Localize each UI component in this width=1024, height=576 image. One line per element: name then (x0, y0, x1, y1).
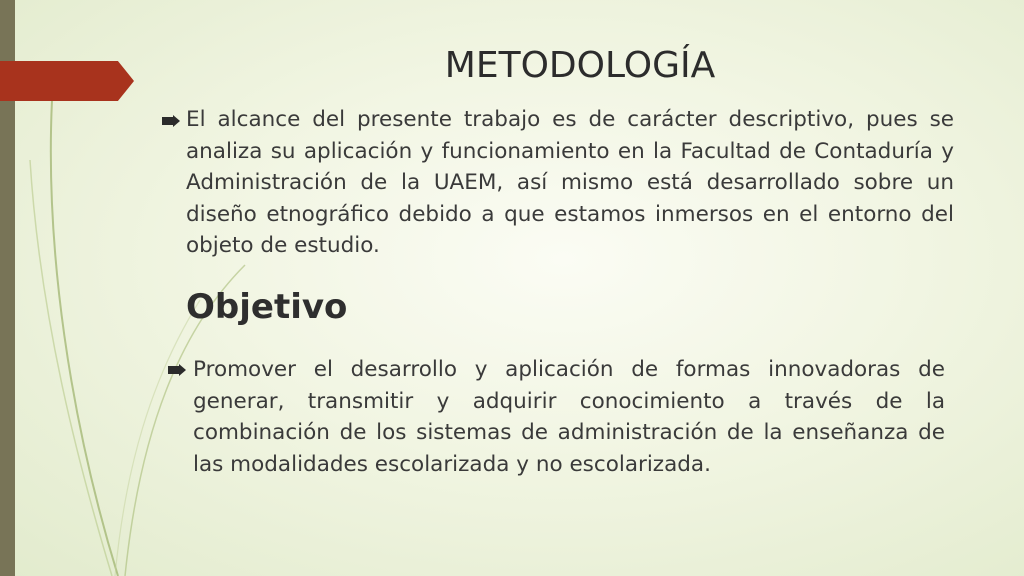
arrow-right-icon (162, 115, 180, 127)
slide-title: METODOLOGÍA (444, 45, 716, 86)
title-accent-arrow (0, 61, 134, 101)
section-heading-objetivo: Objetivo (186, 287, 348, 327)
bullet-text-objective: Promover el desarrollo y aplicación de formas innovadoras de generar, transmitir y adquirir conocimiento a través de la combinación de los sistemas de administración de la enseñanza de las modalidades escolarizada y no escolarizada. (193, 357, 945, 477)
bullet-text-scope: El alcance del presente trabajo es de carácter descriptivo, pues se analiza su aplicación y funcionamiento en la Facultad de Contaduría y Administración de la UAEM, así mismo está desarrollado sobre un diseño etnográfico debido a que estamos inmersos en el entorno del objeto de estudio. (186, 107, 954, 258)
arrow-right-icon (168, 364, 186, 376)
